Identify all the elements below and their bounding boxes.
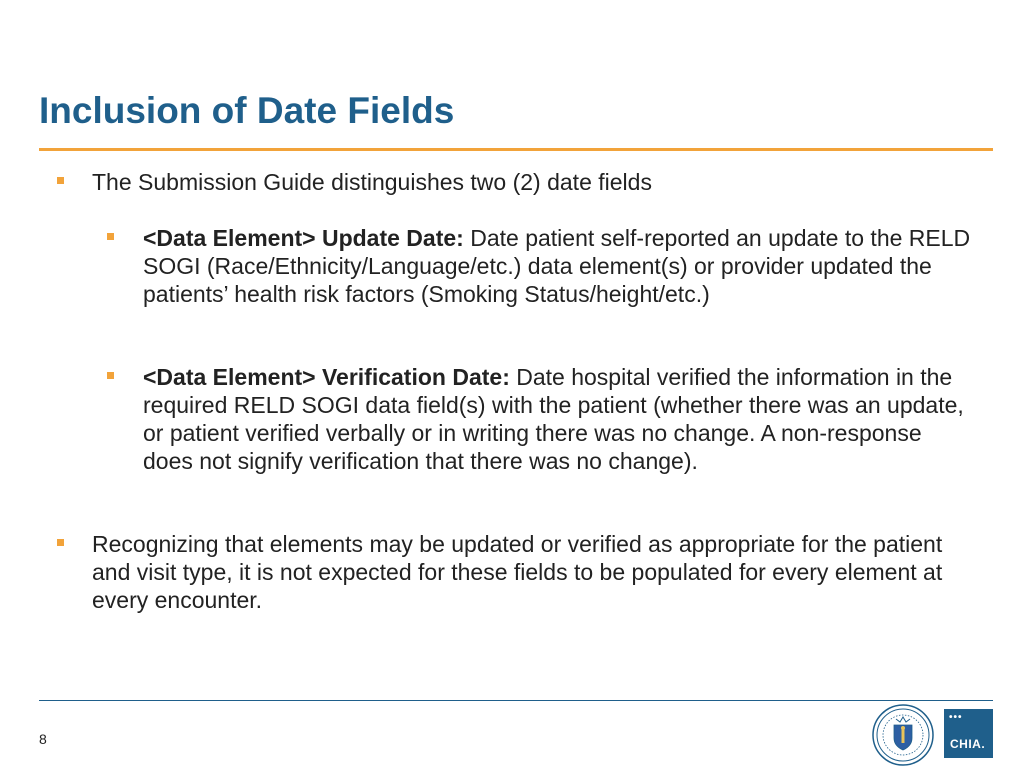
massachusetts-seal-icon [872, 704, 934, 766]
slide-title: Inclusion of Date Fields [39, 90, 455, 131]
title-divider [39, 148, 993, 151]
bullet-text: The Submission Guide distinguishes two (2) date fields [92, 169, 652, 195]
bullet-update-date [143, 224, 973, 308]
chia-logo-text: CHIA. [950, 737, 986, 751]
bullet-marker [107, 372, 114, 379]
bullet-marker [57, 539, 64, 546]
bullet-date-fields [92, 168, 972, 196]
footer-divider [39, 700, 993, 701]
bullet-verification-date [143, 363, 973, 475]
chia-logo-dots: ••• [949, 712, 963, 723]
chia-logo [944, 709, 993, 758]
bullet-marker [107, 233, 114, 240]
bullet-text: Date hospital verified the information in the required RELD SOGI data field(s) with the patient (whether there was an update, or patient verified verbally or in writing there was no change. A non-response does not signify verification that there was no change). [143, 364, 964, 474]
bullet-recognizing [92, 530, 972, 614]
bullet-term: <Data Element> Verification Date: [143, 364, 510, 390]
bullet-term: <Data Element> Update Date: [143, 225, 464, 251]
page-number: 8 [39, 731, 47, 747]
bullet-marker [57, 177, 64, 184]
bullet-text: Recognizing that elements may be updated or verified as appropriate for the patient and visit type, it is not expected for these fields to be populated for every element at every encounter. [92, 531, 943, 613]
bullet-text: Date patient self-reported an update to the RELD SOGI (Race/Ethnicity/Language/etc.) data element(s) or provider updated the patients’ health risk factors (Smoking Status/height/etc.) [143, 225, 971, 307]
